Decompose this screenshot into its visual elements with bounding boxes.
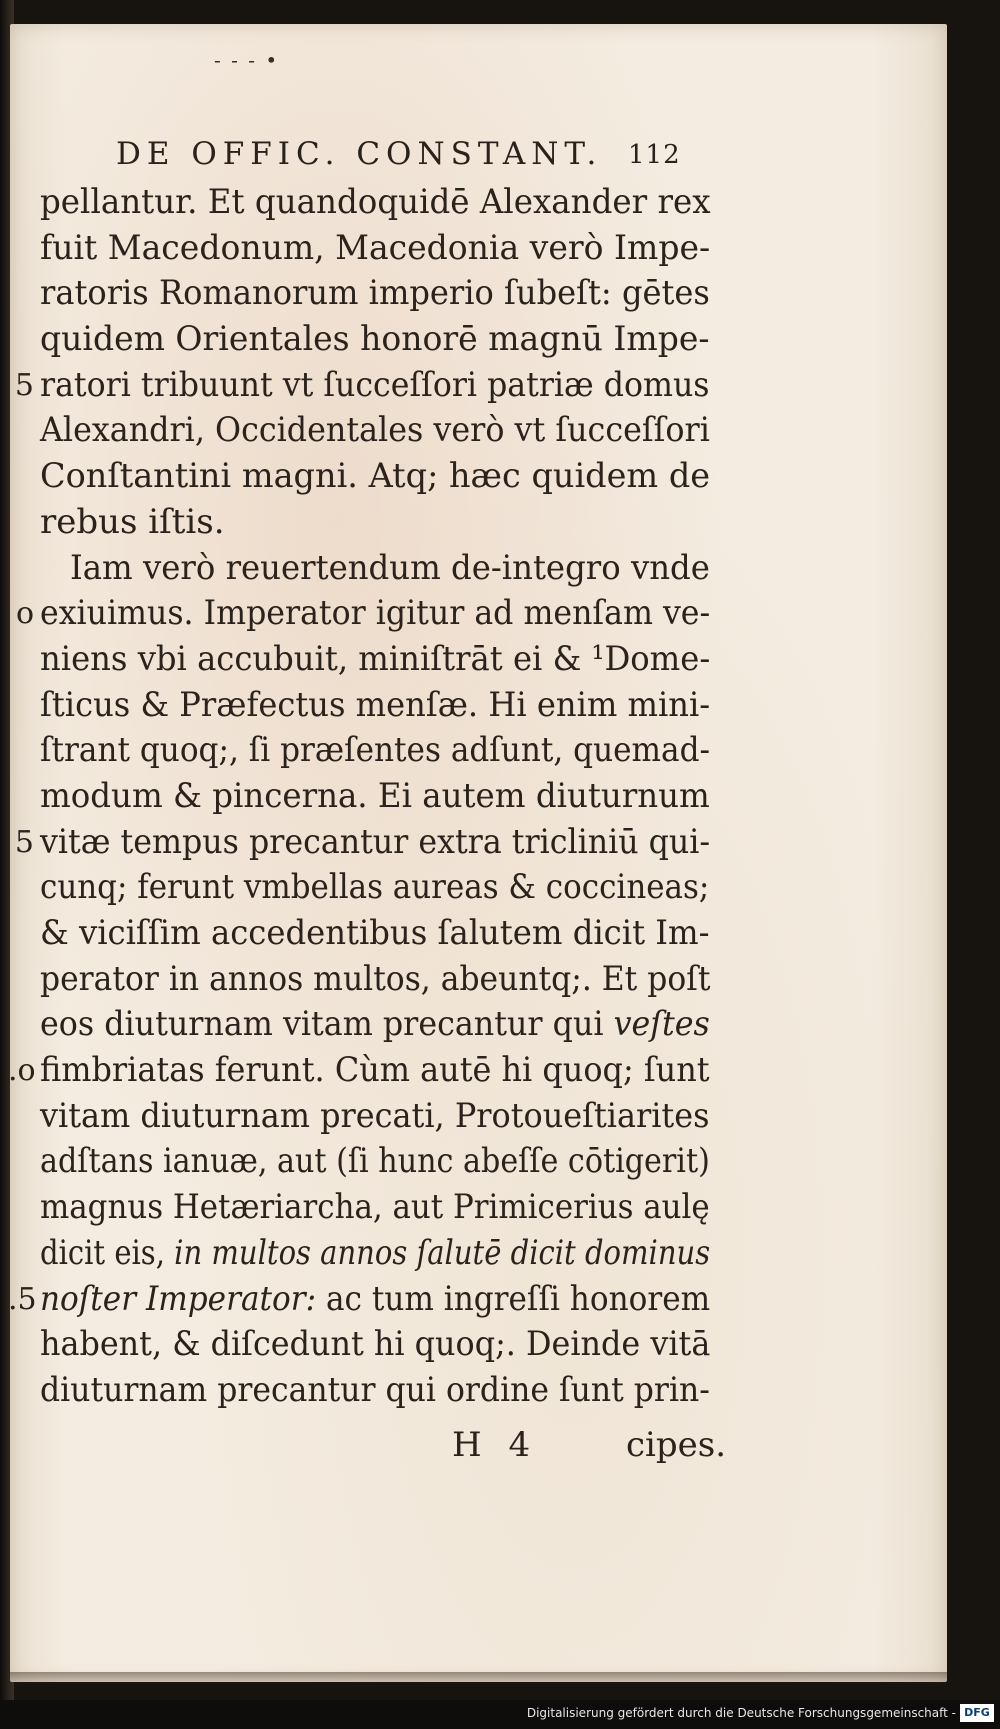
line-roman: & viciſſim accedentibus ſalutem dicit Im- (40, 913, 710, 953)
line-number: .5 (8, 1281, 37, 1317)
line-text (40, 774, 710, 820)
text-line (40, 1231, 720, 1277)
line-text (40, 1368, 710, 1414)
page-shadow (10, 1672, 947, 1686)
line-roman: perator in annos multos, abeuntq;. Et poſt (40, 958, 711, 999)
line-roman: modum & pincerna. Ei autem diuturnum (40, 775, 710, 816)
line-text (40, 1185, 710, 1231)
line-number: .o (8, 1053, 36, 1089)
text-line (40, 1139, 720, 1185)
line-italic: veſtes (613, 1004, 710, 1045)
text-line (40, 774, 720, 820)
text-line (40, 911, 720, 957)
text-line (40, 1094, 720, 1140)
text-line (40, 1368, 720, 1414)
text-line (40, 180, 720, 226)
line-number: 5 (14, 824, 34, 860)
line-text (40, 728, 710, 774)
line-roman: ſtrant quoq;, ſi præſentes adſunt, quemad- (40, 730, 710, 771)
text-line (40, 728, 720, 774)
text-line (8, 1048, 720, 1094)
line-roman: Alexandri, Occidentales verò vt ſucceſſori (40, 410, 710, 451)
line-roman: ſticus & Præfectus menſæ. Hi enim mini- (40, 684, 711, 725)
line-roman: rebus iſtis. (40, 501, 225, 542)
line-text (40, 957, 710, 1003)
line-text (40, 408, 710, 454)
line-roman: fimbriatas ferunt. Cùm autē hi quoq; ſunt (40, 1050, 710, 1091)
line-text (40, 363, 710, 409)
funding-credit: Digitalisierung gefördert durch die Deutsche Forschungsgemeinschaft - (526, 1706, 956, 1720)
line-roman: adſtans ianuæ, aut (ſi hunc abeſſe cōtigerit) (40, 1141, 710, 1182)
line-roman: ratori tribuunt vt ſucceſſori patriæ domus (40, 364, 710, 405)
line-roman: pellantur. Et quandoquidē Alexander rex (40, 182, 711, 222)
line-text (40, 1139, 710, 1185)
text-line (40, 637, 720, 683)
dfg-logo: DFG (960, 1704, 994, 1722)
text-line (8, 1277, 720, 1323)
line-roman-tail: ac tum ingreſſi honorem (316, 1278, 711, 1319)
page-number: 112 (628, 140, 681, 170)
body-text (8, 180, 720, 1414)
text-line (40, 317, 720, 363)
line-text (40, 820, 710, 866)
line-roman: Iam verò reuertendum de-integro vnde (70, 547, 710, 588)
line-roman: dicit eis, (40, 1232, 175, 1273)
text-line (40, 1002, 720, 1048)
line-roman: ratoris Romanorum imperio ſubeſt: gētes (40, 273, 710, 314)
line-italic: in multos annos ſalutē dicit dominus (174, 1232, 711, 1273)
line-text (40, 911, 710, 957)
text-line (14, 363, 720, 409)
text-line (40, 1322, 720, 1368)
text-line (40, 226, 720, 272)
line-text (40, 1231, 710, 1277)
line-text (40, 865, 709, 911)
text-line (40, 500, 720, 546)
line-roman: quidem Orientales honorē magnū Impe- (40, 319, 710, 360)
line-number: 5 (14, 367, 34, 403)
text-line (40, 454, 720, 500)
running-head: DE OFFIC. CONSTANT. (116, 136, 603, 172)
text-line (40, 683, 720, 729)
line-roman: exiuimus. Imperator igitur ad menſam ve- (40, 593, 711, 634)
line-roman: magnus Hetæriarcha, aut Primicerius aulę (40, 1187, 710, 1228)
line-text (40, 1048, 710, 1094)
line-text (40, 226, 710, 272)
line-roman: diuturnam precantur qui ordine ſunt prin- (40, 1369, 710, 1410)
text-line (15, 591, 720, 637)
line-roman: vitam diuturnam precati, Protoueſtiarites (40, 1095, 710, 1136)
line-roman: Conſtantini magni. Atq; hæc quidem de (40, 456, 711, 497)
line-text (70, 546, 710, 592)
line-number: o (15, 596, 34, 632)
line-text (40, 1094, 709, 1140)
text-line (40, 271, 720, 317)
line-text (40, 271, 710, 317)
line-text (40, 454, 710, 500)
text-line (14, 820, 720, 866)
line-text (40, 1277, 710, 1323)
line-text (40, 500, 225, 546)
line-text (40, 317, 710, 363)
line-text (40, 1002, 710, 1048)
line-text (40, 591, 710, 637)
line-roman: fuit Macedonum, Macedonia verò Impe- (40, 227, 711, 268)
text-line (40, 546, 720, 592)
text-line (40, 408, 720, 454)
line-roman: habent, & diſcedunt hi quoq;. Deinde vitā (40, 1324, 711, 1365)
line-roman: vitæ tempus precantur extra tricliniū qui- (40, 821, 711, 862)
text-line (40, 1185, 720, 1231)
text-line (40, 957, 720, 1003)
line-text (40, 1322, 710, 1368)
catchword: cipes. (626, 1425, 727, 1465)
line-roman: niens vbi accubuit, miniſtrāt ei & ¹Dome- (40, 638, 711, 679)
line-roman: cunq; ferunt vmbellas aureas & coccineas; (40, 867, 710, 908)
line-text (40, 683, 710, 729)
signature-mark: H 4 (452, 1425, 539, 1465)
line-roman: eos diuturnam vitam precantur qui (40, 1004, 614, 1045)
line-text (40, 180, 711, 226)
line-text (40, 637, 710, 683)
text-line (40, 865, 720, 911)
line-italic: noſter Imperator: (40, 1278, 317, 1319)
top-catchmark: - - - • (214, 48, 280, 72)
